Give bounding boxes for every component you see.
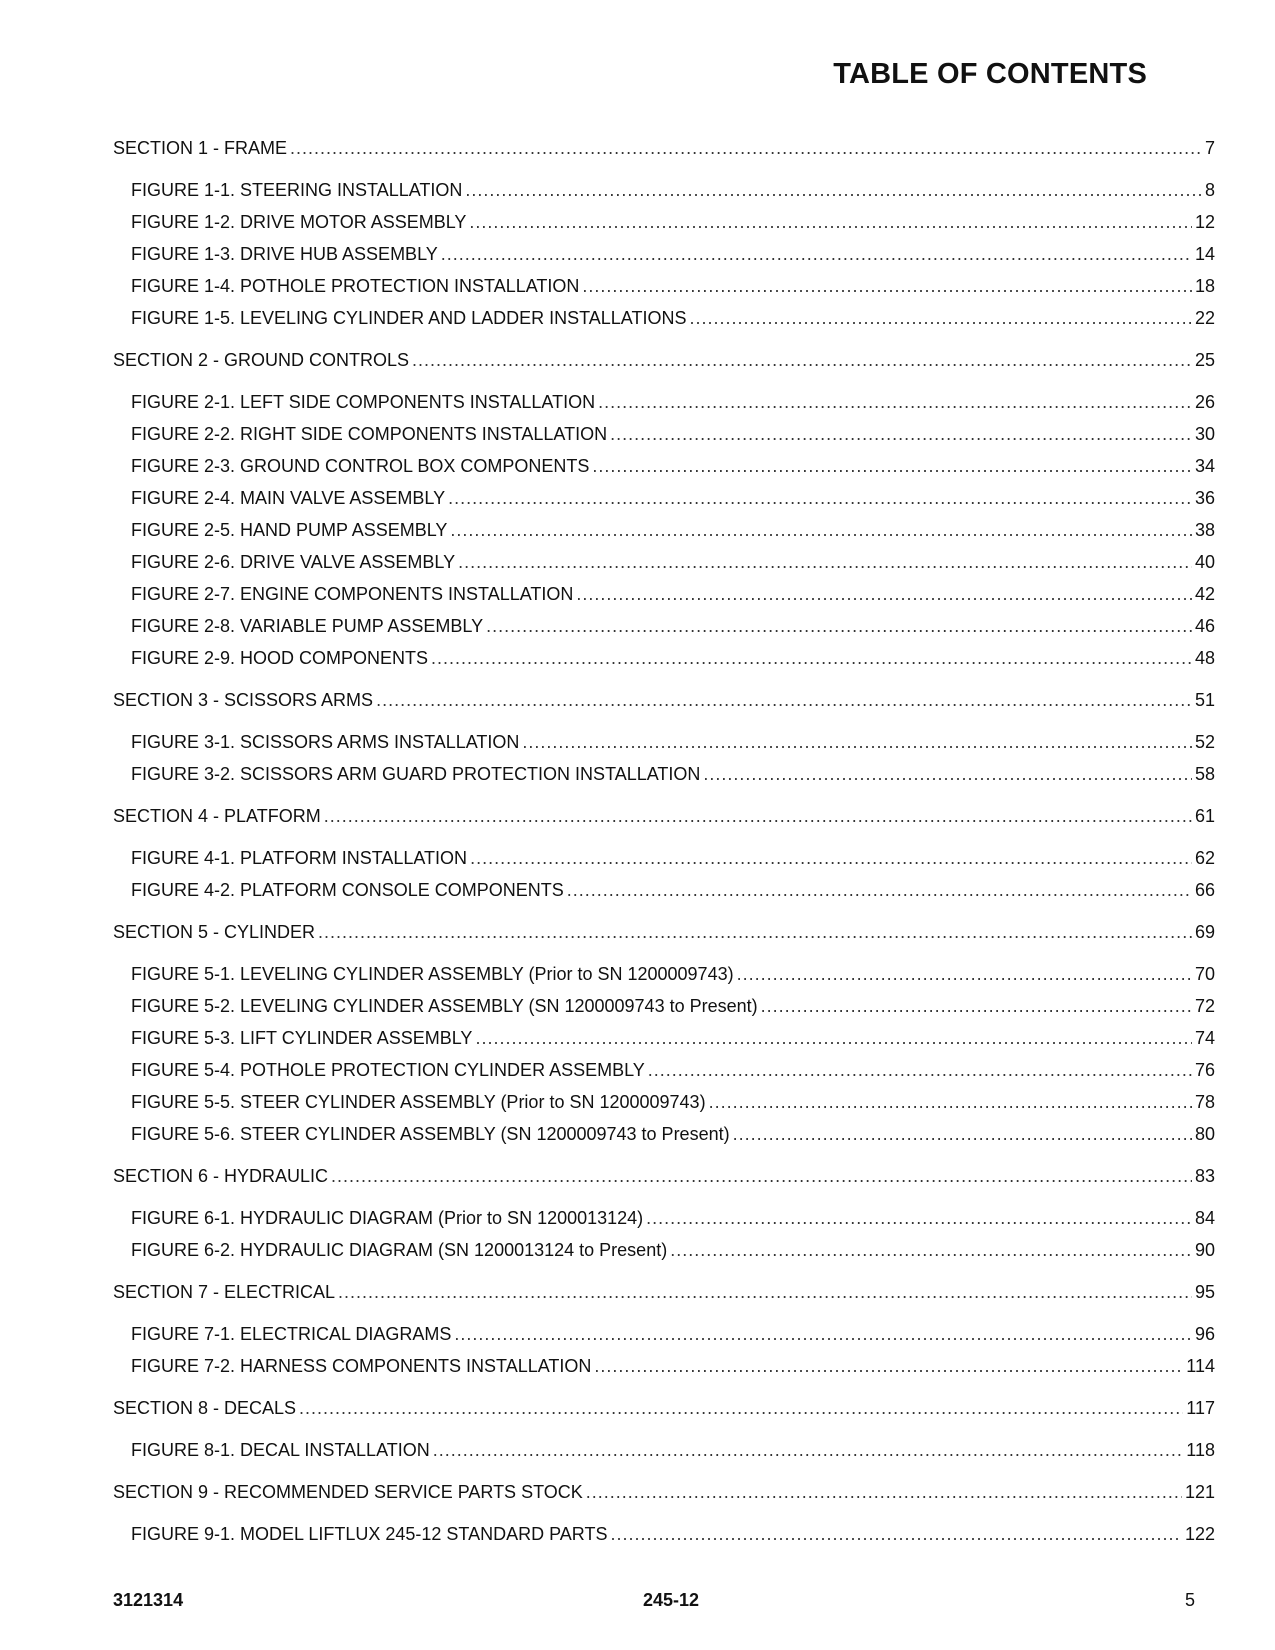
toc-entry-page: 114 <box>1186 1356 1215 1376</box>
toc-entry-page: 52 <box>1194 732 1215 752</box>
toc-figure-entry[interactable] <box>113 546 1215 578</box>
toc-section-entry[interactable] <box>113 916 1215 948</box>
toc-figure-entry[interactable] <box>113 1350 1215 1382</box>
toc-entry-page: 40 <box>1194 552 1215 572</box>
footer-model: 245-12 <box>643 1590 700 1610</box>
dot-leader <box>610 1518 1181 1550</box>
toc-entry-page: 58 <box>1194 764 1215 784</box>
toc-entry-label: FIGURE 2-3. GROUND CONTROL BOX COMPONENTS <box>131 456 590 476</box>
toc-figure-entry[interactable] <box>113 1054 1215 1086</box>
toc-entry-page: 18 <box>1194 276 1215 296</box>
toc-entry-label: FIGURE 6-1. HYDRAULIC DIAGRAM (Prior to SN 1200013124) <box>131 1208 644 1228</box>
toc-entry-label: FIGURE 5-4. POTHOLE PROTECTION CYLINDER ASSEMBLY <box>131 1060 645 1080</box>
toc-entry-label: SECTION 3 - SCISSORS ARMS <box>113 690 374 710</box>
toc-figure-entry[interactable] <box>113 958 1215 990</box>
toc-figure-entry[interactable] <box>113 1202 1215 1234</box>
toc-figure-entry[interactable] <box>113 578 1215 610</box>
toc-entry-label: SECTION 7 - ELECTRICAL <box>113 1282 336 1302</box>
dot-leader <box>761 990 1192 1022</box>
toc-entry-page: 66 <box>1194 880 1215 900</box>
toc-entry-page: 8 <box>1204 180 1215 200</box>
dot-leader <box>486 610 1192 642</box>
toc-entry-label: FIGURE 1-2. DRIVE MOTOR ASSEMBLY <box>131 212 467 232</box>
toc-figure-entry[interactable] <box>113 174 1215 206</box>
toc-entry-page: 121 <box>1184 1482 1215 1502</box>
toc-entry-label: SECTION 1 - FRAME <box>113 138 288 158</box>
footer-page-number: 5 <box>1184 1590 1195 1610</box>
dot-leader <box>737 958 1192 990</box>
dot-leader <box>586 1476 1182 1508</box>
toc-figure-entry[interactable] <box>113 238 1215 270</box>
toc-entry-page: 46 <box>1194 616 1215 636</box>
toc-entry-page: 36 <box>1194 488 1215 508</box>
dot-leader <box>646 1202 1192 1234</box>
toc-entry-page: 80 <box>1194 1124 1215 1144</box>
toc-figure-entry[interactable] <box>113 514 1215 546</box>
toc-entry-page: 38 <box>1194 520 1215 540</box>
toc-section-entry[interactable] <box>113 684 1215 716</box>
dot-leader <box>670 1234 1192 1266</box>
dot-leader <box>324 800 1192 832</box>
toc-entry-label: FIGURE 7-2. HARNESS COMPONENTS INSTALLATION <box>131 1356 592 1376</box>
dot-leader <box>448 482 1192 514</box>
toc-entry-label: FIGURE 2-5. HAND PUMP ASSEMBLY <box>131 520 448 540</box>
toc-entry-label: FIGURE 1-5. LEVELING CYLINDER AND LADDER INSTALLATIONS <box>131 308 687 328</box>
toc-entry-label: FIGURE 7-1. ELECTRICAL DIAGRAMS <box>131 1324 452 1344</box>
toc-entry-label: SECTION 8 - DECALS <box>113 1398 297 1418</box>
dot-leader <box>441 238 1192 270</box>
dot-leader <box>454 1318 1192 1350</box>
toc-entry-page: 96 <box>1194 1324 1215 1344</box>
toc-entry-label: FIGURE 1-1. STEERING INSTALLATION <box>131 180 463 200</box>
dot-leader <box>412 344 1192 376</box>
toc-entry-label: FIGURE 3-1. SCISSORS ARMS INSTALLATION <box>131 732 520 752</box>
toc-entry-label: SECTION 4 - PLATFORM <box>113 806 321 826</box>
toc-entry-page: 51 <box>1194 690 1215 710</box>
dot-leader <box>318 916 1192 948</box>
toc-entry-label: FIGURE 1-3. DRIVE HUB ASSEMBLY <box>131 244 438 264</box>
toc-entry-label: FIGURE 5-3. LIFT CYLINDER ASSEMBLY <box>131 1028 473 1048</box>
toc-figure-entry[interactable] <box>113 642 1215 674</box>
toc-entry-page: 48 <box>1194 648 1215 668</box>
toc-entry-page: 122 <box>1184 1524 1215 1544</box>
toc-figure-entry[interactable] <box>113 758 1215 790</box>
toc-section-entry[interactable] <box>113 1276 1215 1308</box>
dot-leader <box>433 1434 1184 1466</box>
dot-leader <box>290 132 1202 164</box>
toc-figure-entry[interactable] <box>113 450 1215 482</box>
toc-figure-entry[interactable] <box>113 418 1215 450</box>
toc-entry-label: SECTION 5 - CYLINDER <box>113 922 316 942</box>
toc-entry-page: 117 <box>1186 1398 1215 1418</box>
toc-entry-page: 14 <box>1194 244 1215 264</box>
toc-entry-label: FIGURE 2-9. HOOD COMPONENTS <box>131 648 429 668</box>
toc-entry-page: 61 <box>1194 806 1215 826</box>
dot-leader <box>470 842 1192 874</box>
toc-figure-entry[interactable] <box>113 610 1215 642</box>
toc-section-entry[interactable] <box>113 344 1215 376</box>
toc-entry-label: FIGURE 2-7. ENGINE COMPONENTS INSTALLATION <box>131 584 574 604</box>
toc-figure-entry[interactable] <box>113 1434 1215 1466</box>
toc-entry-page: 22 <box>1194 308 1215 328</box>
toc-entry-label: FIGURE 2-6. DRIVE VALVE ASSEMBLY <box>131 552 456 572</box>
toc-figure-entry[interactable] <box>113 1234 1215 1266</box>
toc-entry-page: 74 <box>1194 1028 1215 1048</box>
dot-leader <box>376 684 1192 716</box>
toc-figure-entry[interactable] <box>113 270 1215 302</box>
footer-doc-number: 3121314 <box>113 1590 184 1610</box>
toc-figure-entry[interactable] <box>113 874 1215 906</box>
toc-figure-entry[interactable] <box>113 1086 1215 1118</box>
toc-entry-label: FIGURE 4-1. PLATFORM INSTALLATION <box>131 848 468 868</box>
toc-entry-label: FIGURE 2-1. LEFT SIDE COMPONENTS INSTALLATION <box>131 392 596 412</box>
toc-entry-page: 83 <box>1194 1166 1215 1186</box>
toc-entry-page: 90 <box>1194 1240 1215 1260</box>
toc-figure-entry[interactable] <box>113 1518 1215 1550</box>
toc-section-entry[interactable] <box>113 1160 1215 1192</box>
toc-entry-label: FIGURE 4-2. PLATFORM CONSOLE COMPONENTS <box>131 880 564 900</box>
toc-figure-entry[interactable] <box>113 1022 1215 1054</box>
dot-leader <box>458 546 1192 578</box>
dot-leader <box>733 1118 1192 1150</box>
table-of-contents <box>113 132 1215 1550</box>
toc-figure-entry[interactable] <box>113 206 1215 238</box>
toc-entry-page: 42 <box>1194 584 1215 604</box>
toc-figure-entry[interactable] <box>113 386 1215 418</box>
dot-leader <box>598 386 1192 418</box>
toc-entry-label: FIGURE 5-6. STEER CYLINDER ASSEMBLY (SN 1200009743 to Present) <box>131 1124 730 1144</box>
toc-entry-page: 78 <box>1194 1092 1215 1112</box>
dot-leader <box>331 1160 1192 1192</box>
toc-section-entry[interactable] <box>113 800 1215 832</box>
toc-entry-label: SECTION 2 - GROUND CONTROLS <box>113 350 410 370</box>
dot-leader <box>648 1054 1192 1086</box>
toc-entry-page: 25 <box>1194 350 1215 370</box>
toc-entry-page: 76 <box>1194 1060 1215 1080</box>
toc-figure-entry[interactable] <box>113 842 1215 874</box>
toc-section-entry[interactable] <box>113 1476 1215 1508</box>
dot-leader <box>450 514 1192 546</box>
dot-leader <box>431 642 1192 674</box>
toc-figure-entry[interactable] <box>113 482 1215 514</box>
toc-section-entry[interactable] <box>113 1392 1215 1424</box>
dot-leader <box>465 174 1202 206</box>
toc-figure-entry[interactable] <box>113 1318 1215 1350</box>
toc-figure-entry[interactable] <box>113 302 1215 334</box>
dot-leader <box>689 302 1191 334</box>
toc-entry-page: 95 <box>1194 1282 1215 1302</box>
toc-entry-page: 69 <box>1194 922 1215 942</box>
toc-entry-label: SECTION 6 - HYDRAULIC <box>113 1166 329 1186</box>
toc-entry-page: 118 <box>1186 1440 1215 1460</box>
toc-entry-page: 26 <box>1194 392 1215 412</box>
dot-leader <box>610 418 1192 450</box>
toc-entry-page: 72 <box>1194 996 1215 1016</box>
dot-leader <box>709 1086 1192 1118</box>
dot-leader <box>576 578 1192 610</box>
dot-leader <box>594 1350 1183 1382</box>
dot-leader <box>582 270 1192 302</box>
toc-entry-page: 12 <box>1194 212 1215 232</box>
dot-leader <box>567 874 1192 906</box>
toc-entry-label: FIGURE 5-1. LEVELING CYLINDER ASSEMBLY (Prior to SN 1200009743) <box>131 964 734 984</box>
toc-entry-label: FIGURE 5-2. LEVELING CYLINDER ASSEMBLY (SN 1200009743 to Present) <box>131 996 758 1016</box>
toc-entry-label: FIGURE 3-2. SCISSORS ARM GUARD PROTECTION INSTALLATION <box>131 764 701 784</box>
dot-leader <box>475 1022 1192 1054</box>
toc-entry-label: SECTION 9 - RECOMMENDED SERVICE PARTS STOCK <box>113 1482 583 1502</box>
toc-entry-label: FIGURE 1-4. POTHOLE PROTECTION INSTALLATION <box>131 276 580 296</box>
dot-leader <box>703 758 1192 790</box>
toc-figure-entry[interactable] <box>113 726 1215 758</box>
dot-leader <box>592 450 1192 482</box>
toc-figure-entry[interactable] <box>113 1118 1215 1150</box>
toc-entry-label: FIGURE 6-2. HYDRAULIC DIAGRAM (SN 1200013124 to Present) <box>131 1240 668 1260</box>
dot-leader <box>299 1392 1183 1424</box>
toc-entry-page: 70 <box>1194 964 1215 984</box>
toc-entry-label: FIGURE 2-8. VARIABLE PUMP ASSEMBLY <box>131 616 484 636</box>
toc-entry-page: 34 <box>1194 456 1215 476</box>
dot-leader <box>469 206 1192 238</box>
page-title: TABLE OF CONTENTS <box>833 58 1147 90</box>
page-footer <box>113 1590 1195 1614</box>
dot-leader <box>338 1276 1192 1308</box>
toc-section-entry[interactable] <box>113 132 1215 164</box>
dot-leader <box>522 726 1192 758</box>
toc-entry-page: 62 <box>1194 848 1215 868</box>
toc-entry-label: FIGURE 2-2. RIGHT SIDE COMPONENTS INSTALLATION <box>131 424 608 444</box>
toc-entry-label: FIGURE 2-4. MAIN VALVE ASSEMBLY <box>131 488 446 508</box>
toc-entry-page: 30 <box>1194 424 1215 444</box>
toc-figure-entry[interactable] <box>113 990 1215 1022</box>
toc-entry-label: FIGURE 8-1. DECAL INSTALLATION <box>131 1440 430 1460</box>
toc-entry-page: 7 <box>1204 138 1215 158</box>
toc-entry-page: 84 <box>1194 1208 1215 1228</box>
toc-entry-label: FIGURE 9-1. MODEL LIFTLUX 245-12 STANDARD PARTS <box>131 1524 608 1544</box>
toc-entry-label: FIGURE 5-5. STEER CYLINDER ASSEMBLY (Prior to SN 1200009743) <box>131 1092 706 1112</box>
